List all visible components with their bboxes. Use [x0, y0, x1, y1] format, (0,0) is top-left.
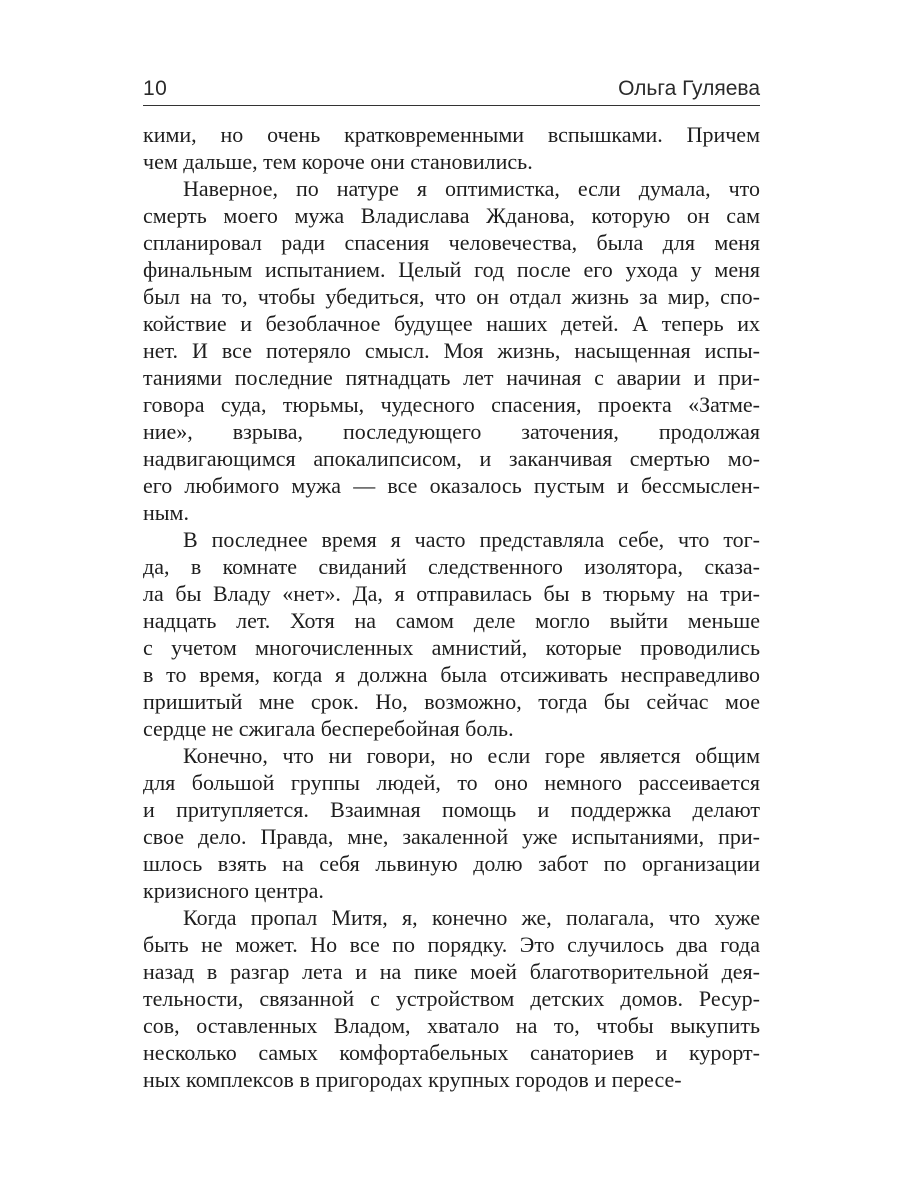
text-line: Наверное, по натуре я оптимистка, если думала, что	[183, 176, 760, 201]
text-line: смерть моего мужа Владислава Жданова, которую он сам	[143, 203, 760, 228]
text-line: шлось взять на себя львиную долю забот по организации	[143, 851, 760, 876]
text-line: Когда пропал Митя, я, конечно же, полагала, что хуже	[183, 905, 760, 930]
text-line: надцать лет. Хотя на самом деле могло выйти меньше	[143, 608, 760, 633]
text-line: назад в разгар лета и на пике моей благотворительной дея-	[143, 959, 760, 984]
paragraph	[143, 904, 760, 1093]
text-line: В последнее время я часто представляла себе, что тог-	[183, 527, 760, 552]
text-line: тельности, связанной с устройством детских домов. Ресур-	[143, 986, 760, 1011]
text-line: был на то, чтобы убедиться, что он отдал жизнь за мир, спо-	[143, 284, 760, 309]
text-line: ным.	[143, 500, 189, 525]
text-line: несколько самых комфортабельных санаториев и курорт-	[143, 1040, 760, 1065]
text-line: койствие и безоблачное будущее наших детей. А теперь их	[143, 311, 760, 336]
body-text	[143, 121, 760, 1093]
text-line: чем дальше, тем короче они становились.	[143, 149, 533, 174]
paragraph	[143, 742, 760, 904]
text-line: нет. И все потеряло смысл. Моя жизнь, насыщенная испы-	[143, 338, 760, 363]
paragraph	[143, 121, 760, 175]
text-line: кими, но очень кратковременными вспышками. Причем	[143, 122, 760, 147]
paragraph	[143, 526, 760, 742]
text-line: свое дело. Правда, мне, закаленной уже испытаниями, при-	[143, 824, 760, 849]
text-line: сов, оставленных Владом, хватало на то, чтобы выкупить	[143, 1013, 760, 1038]
text-line: ла бы Владу «нет». Да, я отправилась бы в тюрьму на три-	[143, 581, 760, 606]
text-line: его любимого мужа — все оказалось пустым и бессмыслен-	[143, 473, 760, 498]
text-line: ние», взрыва, последующего заточения, продолжая	[143, 419, 760, 444]
running-header	[143, 72, 760, 106]
book-page	[143, 72, 760, 1093]
text-line: таниями последние пятнадцать лет начиная с аварии и при-	[143, 365, 760, 390]
author-name: Ольга Гуляева	[618, 77, 760, 100]
page-number: 10	[143, 77, 168, 100]
text-line: для большой группы людей, то оно немного рассеивается	[143, 770, 760, 795]
text-line: финальным испытанием. Целый год после его ухода у меня	[143, 257, 760, 282]
text-line: спланировал ради спасения человечества, была для меня	[143, 230, 760, 255]
text-line: Конечно, что ни говори, но если горе является общим	[183, 743, 760, 768]
text-line: пришитый мне срок. Но, возможно, тогда бы сейчас мое	[143, 689, 760, 714]
text-line: сердце не сжигала бесперебойная боль.	[143, 716, 514, 741]
text-line: в то время, когда я должна была отсиживать несправедливо	[143, 662, 760, 687]
text-line: надвигающимся апокалипсисом, и заканчивая смертью мо-	[143, 446, 760, 471]
text-line: и притупляется. Взаимная помощь и поддержка делают	[143, 797, 760, 822]
text-line: ных комплексов в пригородах крупных городов и пересе-	[143, 1067, 682, 1092]
text-line: с учетом многочисленных амнистий, которые проводились	[143, 635, 760, 660]
text-line: кризисного центра.	[143, 878, 324, 903]
text-line: да, в комнате свиданий следственного изолятора, сказа-	[143, 554, 760, 579]
paragraph	[143, 175, 760, 526]
text-line: быть не может. Но все по порядку. Это случилось два года	[143, 932, 760, 957]
text-line: говора суда, тюрьмы, чудесного спасения, проекта «Затме-	[143, 392, 760, 417]
